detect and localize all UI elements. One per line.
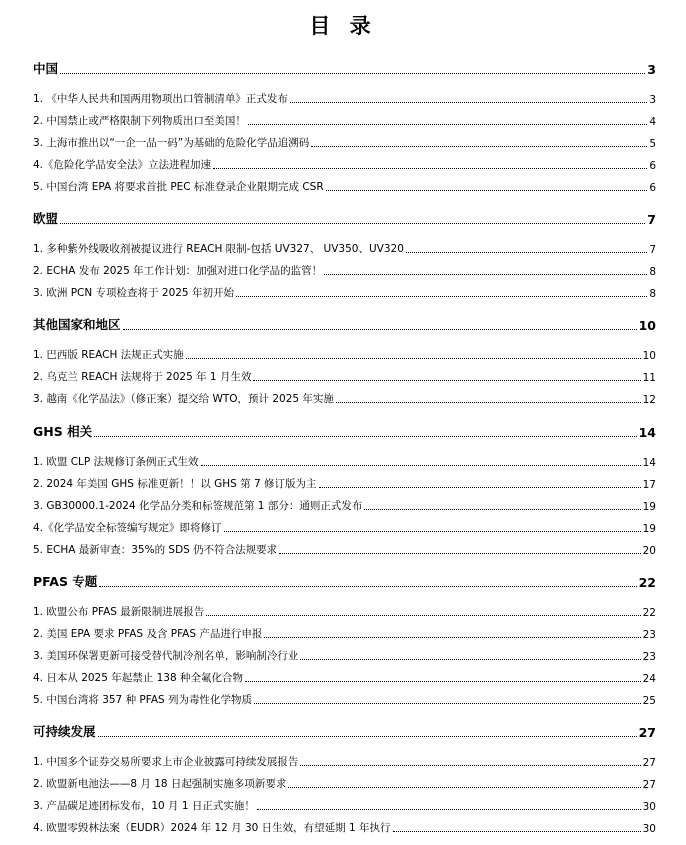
toc-entry[interactable] bbox=[33, 521, 656, 535]
page-number: 6 bbox=[649, 182, 656, 194]
dot-leader bbox=[201, 465, 641, 466]
dot-leader bbox=[257, 809, 641, 810]
entry-text: 2. 欧盟新电池法——8 月 18 日起强制实施多项新要求 bbox=[33, 778, 287, 790]
entry-text: 3. 美国环保署更新可接受替代制冷剂名单，影响制冷行业 bbox=[33, 650, 299, 662]
page-number: 19 bbox=[642, 501, 656, 513]
toc-entry[interactable] bbox=[33, 455, 656, 469]
dot-leader bbox=[279, 553, 640, 554]
dot-leader bbox=[319, 487, 641, 488]
page-number: 11 bbox=[642, 372, 656, 384]
section-heading: 欧盟 bbox=[33, 211, 59, 226]
dot-leader bbox=[324, 274, 647, 275]
toc-section-ghs[interactable] bbox=[33, 423, 656, 440]
toc-entry[interactable] bbox=[33, 370, 656, 384]
page-number: 27 bbox=[642, 779, 656, 791]
dot-leader bbox=[236, 296, 647, 297]
toc-entry[interactable] bbox=[33, 348, 656, 362]
entry-text: 2. 乌克兰 REACH 法规将于 2025 年 1 月生效 bbox=[33, 371, 252, 383]
toc-entry[interactable] bbox=[33, 821, 656, 835]
dot-leader bbox=[186, 358, 641, 359]
page-number: 14 bbox=[642, 457, 656, 469]
dot-leader bbox=[264, 637, 640, 638]
toc-entry[interactable] bbox=[33, 649, 656, 663]
page-number: 23 bbox=[642, 629, 656, 641]
page-number: 12 bbox=[642, 394, 656, 406]
dot-leader bbox=[206, 615, 640, 616]
dot-leader bbox=[123, 329, 637, 330]
toc-entry[interactable] bbox=[33, 477, 656, 491]
section-heading: 可持续发展 bbox=[33, 724, 96, 739]
page-number: 6 bbox=[649, 160, 656, 172]
dot-leader bbox=[94, 436, 637, 437]
toc-entry[interactable] bbox=[33, 158, 656, 172]
dot-leader bbox=[364, 509, 640, 510]
toc-entry[interactable] bbox=[33, 605, 656, 619]
toc-entry[interactable] bbox=[33, 799, 656, 813]
page-number: 7 bbox=[647, 212, 656, 227]
dot-leader bbox=[253, 380, 640, 381]
dot-leader bbox=[300, 765, 640, 766]
dot-leader bbox=[60, 223, 645, 224]
page-number: 19 bbox=[642, 523, 656, 535]
dot-leader bbox=[99, 586, 636, 587]
entry-text: 2. 2024 年美国 GHS 标准更新！！以 GHS 第 7 修订版为主 bbox=[33, 478, 317, 490]
toc-entry[interactable] bbox=[33, 392, 656, 406]
dot-leader bbox=[406, 252, 647, 253]
toc-entry[interactable] bbox=[33, 242, 656, 256]
dot-leader bbox=[60, 73, 645, 74]
entry-text: 1. 巴西版 REACH 法规正式实施 bbox=[33, 349, 184, 361]
entry-text: 2. 美国 EPA 要求 PFAS 及含 PFAS 产品进行申报 bbox=[33, 628, 263, 640]
entry-text: 3. GB30000.1-2024 化学品分类和标签规范第 1 部分：通则正式发布 bbox=[33, 500, 363, 512]
dot-leader bbox=[213, 168, 647, 169]
entry-text: 4. 欧盟零毁林法案（EUDR）2024 年 12 月 30 日生效，有望延期 1 年执行 bbox=[33, 822, 391, 834]
page-number: 22 bbox=[638, 575, 656, 590]
entry-text: 3. 上海市推出以“一企一品一码”为基础的危险化学品追溯码 bbox=[33, 137, 310, 149]
toc-entry[interactable] bbox=[33, 264, 656, 278]
page-number: 10 bbox=[638, 318, 656, 333]
toc-section-other-regions[interactable] bbox=[33, 316, 656, 333]
toc-entry[interactable] bbox=[33, 136, 656, 150]
entry-text: 5. ECHA 最新审查：35%的 SDS 仍不符合法规要求 bbox=[33, 544, 278, 556]
page-number: 3 bbox=[647, 62, 656, 77]
page-number: 8 bbox=[649, 266, 656, 278]
dot-leader bbox=[224, 531, 641, 532]
toc-section-sustainability[interactable] bbox=[33, 723, 656, 740]
toc-section-china[interactable] bbox=[33, 60, 656, 77]
toc-entry[interactable] bbox=[33, 114, 656, 128]
page-number: 14 bbox=[638, 425, 656, 440]
dot-leader bbox=[248, 124, 647, 125]
entry-text: 1. 中国多个证券交易所要求上市企业披露可持续发展报告 bbox=[33, 756, 299, 768]
section-heading: GHS 相关 bbox=[33, 424, 93, 439]
toc-entry[interactable] bbox=[33, 693, 656, 707]
entry-text: 5. 中国台湾 EPA 将要求首批 PEC 标准登录企业限期完成 CSR bbox=[33, 181, 324, 193]
page-number: 3 bbox=[649, 94, 656, 106]
page-number: 17 bbox=[642, 479, 656, 491]
page-number: 4 bbox=[649, 116, 656, 128]
toc-entry[interactable] bbox=[33, 755, 656, 769]
page-number: 20 bbox=[642, 545, 656, 557]
entry-text: 2. 中国禁止或严格限制下列物质出口至美国！ bbox=[33, 115, 246, 127]
entry-text: 1. 欧盟 CLP 法规修订条例正式生效 bbox=[33, 456, 199, 468]
page-number: 27 bbox=[642, 757, 656, 769]
entry-text: 1. 多种紫外线吸收剂被提议进行 REACH 限制-包括 UV327、 UV350、UV320 bbox=[33, 243, 404, 255]
entry-text: 3. 产品碳足迹团标发布，10 月 1 日正式实施！ bbox=[33, 800, 255, 812]
dot-leader bbox=[393, 831, 641, 832]
toc-section-eu[interactable] bbox=[33, 210, 656, 227]
page-title: 目 录 bbox=[309, 14, 377, 38]
dot-leader bbox=[288, 787, 640, 788]
page-number: 30 bbox=[642, 801, 656, 813]
dot-leader bbox=[311, 146, 647, 147]
section-heading: 中国 bbox=[33, 61, 59, 76]
dot-leader bbox=[98, 736, 637, 737]
section-heading: PFAS 专题 bbox=[33, 574, 98, 589]
page-number: 30 bbox=[642, 823, 656, 835]
dot-leader bbox=[290, 102, 647, 103]
dot-leader bbox=[300, 659, 640, 660]
entry-text: 5. 中国台湾将 357 种 PFAS 列为毒性化学物质 bbox=[33, 694, 253, 706]
entry-text: 4. 日本从 2025 年起禁止 138 种全氟化合物 bbox=[33, 672, 243, 684]
page-number: 8 bbox=[649, 288, 656, 300]
toc-entry[interactable] bbox=[33, 627, 656, 641]
page-number: 24 bbox=[642, 673, 656, 685]
toc-entry[interactable] bbox=[33, 671, 656, 685]
toc-entry[interactable] bbox=[33, 286, 656, 300]
page-number: 27 bbox=[638, 725, 656, 740]
toc-entry[interactable] bbox=[33, 499, 656, 513]
page-number: 7 bbox=[649, 244, 656, 256]
dot-leader bbox=[326, 190, 648, 191]
page-number: 23 bbox=[642, 651, 656, 663]
entry-text: 3. 欧洲 PCN 专项检查将于 2025 年初开始 bbox=[33, 287, 234, 299]
toc-entry[interactable] bbox=[33, 777, 656, 791]
toc-entry[interactable] bbox=[33, 92, 656, 106]
dot-leader bbox=[254, 703, 641, 704]
toc-section-pfas[interactable] bbox=[33, 573, 656, 590]
entry-text: 3. 越南《化学品法》（修正案）提交给 WTO，预计 2025 年实施 bbox=[33, 393, 334, 405]
entry-text: 1. 欧盟公布 PFAS 最新限制进展报告 bbox=[33, 606, 205, 618]
page-number: 22 bbox=[642, 607, 656, 619]
page-number: 25 bbox=[642, 695, 656, 707]
entry-text: 4.《化学品安全标签编写规定》即将修订 bbox=[33, 522, 222, 534]
section-heading: 其他国家和地区 bbox=[33, 317, 121, 332]
entry-text: 2. ECHA 发布 2025 年工作计划：加强对进口化学品的监管！ bbox=[33, 265, 323, 277]
entry-text: 1. 《中华人民共和国两用物项出口管制清单》正式发布 bbox=[33, 93, 288, 105]
toc-entry[interactable] bbox=[33, 543, 656, 557]
toc-entry[interactable] bbox=[33, 180, 656, 194]
page-number: 10 bbox=[642, 350, 656, 362]
page-number: 5 bbox=[649, 138, 656, 150]
dot-leader bbox=[245, 681, 641, 682]
dot-leader bbox=[336, 402, 641, 403]
entry-text: 4.《危险化学品安全法》立法进程加速 bbox=[33, 159, 212, 171]
